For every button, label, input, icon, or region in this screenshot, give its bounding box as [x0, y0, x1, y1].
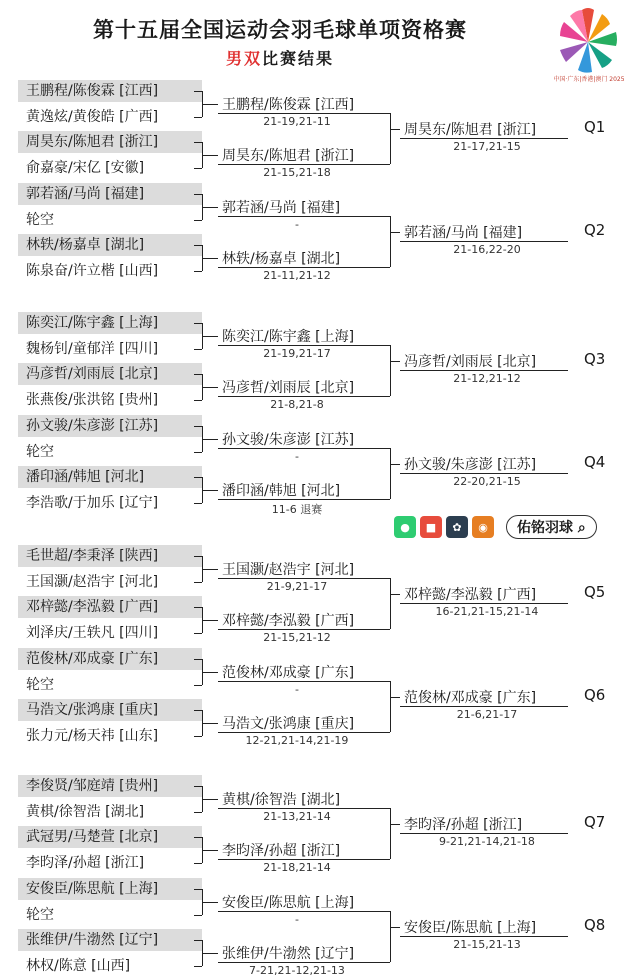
bracket-line: [194, 556, 202, 557]
bracket-line: [382, 629, 390, 630]
r2-team: 邓梓懿/李泓毅 [广西]: [222, 612, 355, 629]
r1-team: 毛世超/李秉泽 [陕西]: [18, 545, 202, 567]
bracket-line: [382, 267, 390, 268]
bracket-line: [218, 808, 382, 809]
bracket-line: [194, 659, 202, 660]
r2-score: -: [295, 682, 299, 696]
bracket-line: [194, 400, 202, 401]
r3-score: 22-20,21-15: [453, 475, 521, 489]
r1-team: 轮空: [26, 211, 54, 228]
wechat-icon: ●: [394, 516, 416, 538]
r3-score: 21-12,21-12: [453, 372, 521, 386]
r2-team: 王国灏/赵浩宇 [河北]: [222, 561, 355, 578]
bracket-line: [218, 267, 382, 268]
bracket-line: [194, 117, 202, 118]
bracket-line: [194, 271, 202, 272]
r2-score: 21-13,21-14: [263, 809, 331, 823]
bracket-line: [202, 258, 218, 259]
r1-team: 黄逸炫/黄俊皓 [广西]: [26, 108, 159, 125]
r1-team: 范俊林/邓成豪 [广东]: [18, 648, 202, 670]
r3-team: 范俊林/邓成豪 [广东]: [404, 690, 537, 707]
logo-caption: 中国·广东|香港|澳门 2025: [553, 76, 625, 83]
r1-team: 李俊贤/邹庭靖 [贵州]: [18, 775, 202, 797]
r1-team: 陈泉奋/许立楷 [山西]: [26, 262, 159, 279]
brand-label: 佑铭羽球 ⌕: [506, 515, 597, 539]
bracket-line: [218, 578, 382, 579]
r2-score: 21-15,21-18: [263, 165, 331, 179]
bracket-line: [194, 220, 202, 221]
bracket-line: [194, 710, 202, 711]
r2-score: 21-8,21-8: [270, 397, 324, 411]
r2-team: 黄棋/徐智浩 [湖北]: [222, 791, 341, 808]
bracket-line: [390, 345, 391, 396]
bracket-line: [202, 387, 218, 388]
r1-team: 魏杨钊/童郁洋 [四川]: [26, 340, 159, 357]
bracket-line: [390, 808, 391, 859]
r2-team: 郭若涵/马尚 [福建]: [222, 199, 341, 216]
bracket-line: [218, 499, 382, 500]
bracket-line: [202, 569, 218, 570]
bracket-line: [218, 448, 382, 449]
r2-team: 王鹏程/陈俊霖 [江西]: [222, 96, 355, 113]
r1-team: 轮空: [26, 443, 54, 460]
r2-team: 范俊林/邓成豪 [广东]: [222, 664, 355, 681]
r2-score: 11-6 退赛: [271, 502, 323, 516]
bracket-line: [218, 164, 382, 165]
qualifier-label: Q4: [584, 453, 606, 472]
bracket-line: [194, 194, 202, 195]
bracket-line: [218, 113, 382, 114]
qualifier-label: Q7: [584, 813, 606, 832]
bracket-line: [382, 396, 390, 397]
r1-team: 潘印涵/韩旭 [河北]: [18, 466, 202, 488]
bracket-line: [400, 706, 568, 707]
bracket-line: [194, 374, 202, 375]
r2-team: 周昊东/陈旭君 [浙江]: [222, 147, 355, 164]
r3-team: 邓梓懿/李泓毅 [广西]: [404, 587, 537, 604]
bracket-line: [400, 936, 568, 937]
r2-score: 21-9,21-17: [266, 579, 328, 593]
bracket-line: [382, 732, 390, 733]
r2-team: 李昀泽/孙超 [浙江]: [222, 842, 341, 859]
r2-score: 21-15,21-12: [263, 630, 331, 644]
bracket-line: [194, 582, 202, 583]
bracket-line: [382, 164, 390, 165]
bracket-line: [390, 361, 400, 362]
subtitle-rest: 比赛结果: [262, 49, 335, 68]
r2-score: 21-19,21-17: [263, 346, 331, 360]
r1-team: 张力元/杨天祎 [山东]: [26, 727, 159, 744]
page-title: 第十五届全国运动会羽毛球单项资格赛: [93, 18, 467, 42]
r2-score: -: [295, 449, 299, 463]
bracket-line: [202, 953, 218, 954]
r1-team: 李浩歌/于加乐 [辽宁]: [26, 494, 159, 511]
bracket-line: [390, 464, 400, 465]
page-subtitle: [0, 46, 560, 69]
bracket-line: [390, 594, 400, 595]
r2-score: -: [295, 217, 299, 231]
r2-score: 7-21,21-12,21-13: [249, 963, 345, 977]
r2-score: 21-18,21-14: [263, 860, 331, 874]
r2-team: 林轶/杨嘉卓 [湖北]: [222, 250, 341, 267]
bracket-line: [218, 396, 382, 397]
r2-team: 马浩文/张鸿康 [重庆]: [222, 715, 355, 732]
bracket-line: [194, 245, 202, 246]
bracket-line: [194, 503, 202, 504]
bracket-line: [218, 859, 382, 860]
r2-team: 陈奕江/陈宇鑫 [上海]: [222, 328, 355, 345]
bracket-line: [400, 833, 568, 834]
bracket-line: [194, 786, 202, 787]
bracket-line: [382, 448, 390, 449]
bracket-line: [390, 911, 391, 962]
bracket-line: [390, 697, 400, 698]
bracket-line: [194, 349, 202, 350]
bracket-line: [194, 477, 202, 478]
r3-team: 冯彦哲/刘雨辰 [北京]: [404, 354, 537, 371]
bracket-line: [218, 629, 382, 630]
r1-team: 安俊臣/陈思航 [上海]: [18, 878, 202, 900]
r1-team: 马浩文/张鸿康 [重庆]: [18, 699, 202, 721]
r1-team: 王鹏程/陈俊霖 [江西]: [18, 80, 202, 102]
qualifier-label: Q5: [584, 583, 606, 602]
bracket-line: [390, 216, 391, 267]
r2-team: 张维伊/牛渤然 [辽宁]: [222, 945, 355, 962]
bracket-line: [218, 962, 382, 963]
bracket-line: [390, 113, 391, 164]
bracket-line: [194, 323, 202, 324]
qualifier-label: Q1: [584, 118, 606, 137]
bracket-line: [194, 812, 202, 813]
r3-score: 21-6,21-17: [456, 708, 518, 722]
bracket-line: [202, 439, 218, 440]
bracket-line: [218, 681, 382, 682]
bracket-line: [390, 578, 391, 629]
bracket-line: [202, 155, 218, 156]
r3-team: 李昀泽/孙超 [浙江]: [404, 817, 523, 834]
bracket-line: [202, 723, 218, 724]
bracket-line: [194, 168, 202, 169]
bracket-line: [400, 138, 568, 139]
r3-score: 16-21,21-15,21-14: [435, 605, 539, 619]
r1-team: 轮空: [26, 676, 54, 693]
qualifier-label: Q6: [584, 686, 606, 705]
r1-team: 刘泽庆/王轶凡 [四川]: [26, 624, 159, 641]
r3-team: 安俊臣/陈思航 [上海]: [404, 920, 537, 937]
r1-team: 林权/陈意 [山西]: [26, 957, 131, 974]
r1-team: 陈奕江/陈宇鑫 [上海]: [18, 312, 202, 334]
bracket-line: [390, 448, 391, 499]
qualifier-label: Q3: [584, 350, 606, 369]
r2-team: 潘印涵/韩旭 [河北]: [222, 482, 341, 499]
bracket-line: [390, 824, 400, 825]
r2-score: 21-19,21-11: [263, 114, 331, 128]
bracket-line: [194, 607, 202, 608]
r1-team: 张燕俊/张洪铭 [贵州]: [26, 391, 159, 408]
r1-team: 孙文骏/朱彦澎 [江苏]: [18, 415, 202, 437]
r2-team: 孙文骏/朱彦澎 [江苏]: [222, 431, 355, 448]
r2-score: 12-21,21-14,21-19: [245, 733, 349, 747]
r1-team: 俞嘉豪/宋亿 [安徽]: [26, 159, 145, 176]
bracket-line: [194, 633, 202, 634]
r1-team: 王国灏/赵浩宇 [河北]: [26, 573, 159, 590]
bracket-line: [202, 620, 218, 621]
bracket-line: [382, 499, 390, 500]
r1-team: 邓梓懿/李泓毅 [广西]: [18, 596, 202, 618]
r3-team: 周昊东/陈旭君 [浙江]: [404, 122, 537, 139]
r1-team: 冯彦哲/刘雨辰 [北京]: [18, 363, 202, 385]
bracket-line: [194, 685, 202, 686]
bracket-line: [382, 808, 390, 809]
paw-icon: ✿: [446, 516, 468, 538]
r1-team: 周昊东/陈旭君 [浙江]: [18, 131, 202, 153]
bracket-line: [202, 490, 218, 491]
weibo-icon: ◉: [472, 516, 494, 538]
bracket-line: [202, 902, 218, 903]
bracket-line: [382, 859, 390, 860]
r1-team: 张维伊/牛渤然 [辽宁]: [18, 929, 202, 951]
bracket-line: [382, 962, 390, 963]
bracket-line: [218, 911, 382, 912]
r2-score: 21-11,21-12: [263, 268, 331, 282]
r2-team: 冯彦哲/刘雨辰 [北京]: [222, 379, 355, 396]
bracket-line: [390, 129, 400, 130]
bracket-line: [382, 216, 390, 217]
r1-team: 李昀泽/孙超 [浙江]: [26, 854, 145, 871]
bracket-line: [400, 241, 568, 242]
subtitle-highlight: 男双: [225, 49, 262, 68]
bracket-line: [194, 889, 202, 890]
bracket-line: [218, 216, 382, 217]
bracket-line: [202, 850, 218, 851]
bracket-line: [400, 370, 568, 371]
toutiao-icon: ■: [420, 516, 442, 538]
r3-score: 21-17,21-15: [453, 140, 521, 154]
r1-team: 林轶/杨嘉卓 [湖北]: [18, 234, 202, 256]
r3-score: 21-15,21-13: [453, 938, 521, 952]
bracket-line: [194, 426, 202, 427]
bracket-line: [194, 837, 202, 838]
bracket-line: [194, 940, 202, 941]
bracket-line: [194, 736, 202, 737]
bracket-line: [202, 799, 218, 800]
bracket-line: [382, 911, 390, 912]
bracket-line: [390, 232, 400, 233]
bracket-line: [390, 681, 391, 732]
bracket-line: [194, 915, 202, 916]
r3-team: 郭若涵/马尚 [福建]: [404, 225, 523, 242]
bracket-line: [382, 345, 390, 346]
r1-team: 武冠男/马楚萱 [北京]: [18, 826, 202, 848]
r3-score: 21-16,22-20: [453, 243, 521, 257]
bracket-line: [382, 681, 390, 682]
bracket-line: [400, 603, 568, 604]
bracket-line: [194, 142, 202, 143]
r3-team: 孙文骏/朱彦澎 [江苏]: [404, 457, 537, 474]
bracket-line: [218, 732, 382, 733]
qualifier-label: Q8: [584, 916, 606, 935]
bracket-line: [202, 672, 218, 673]
r2-score: -: [295, 912, 299, 926]
bracket-line: [390, 927, 400, 928]
bracket-line: [194, 452, 202, 453]
r3-score: 9-21,21-14,21-18: [439, 835, 535, 849]
bracket-line: [382, 113, 390, 114]
bracket-line: [202, 104, 218, 105]
r1-team: 黄棋/徐智浩 [湖北]: [26, 803, 145, 820]
qualifier-label: Q2: [584, 221, 606, 240]
bracket-line: [382, 578, 390, 579]
bracket-line: [202, 207, 218, 208]
r1-team: 轮空: [26, 906, 54, 923]
bracket-line: [194, 91, 202, 92]
bracket-line: [400, 473, 568, 474]
r1-team: 郭若涵/马尚 [福建]: [18, 183, 202, 205]
brand-bar: [394, 515, 597, 539]
bracket-line: [218, 345, 382, 346]
bracket-line: [202, 336, 218, 337]
r2-team: 安俊臣/陈思航 [上海]: [222, 894, 355, 911]
bracket-line: [194, 863, 202, 864]
